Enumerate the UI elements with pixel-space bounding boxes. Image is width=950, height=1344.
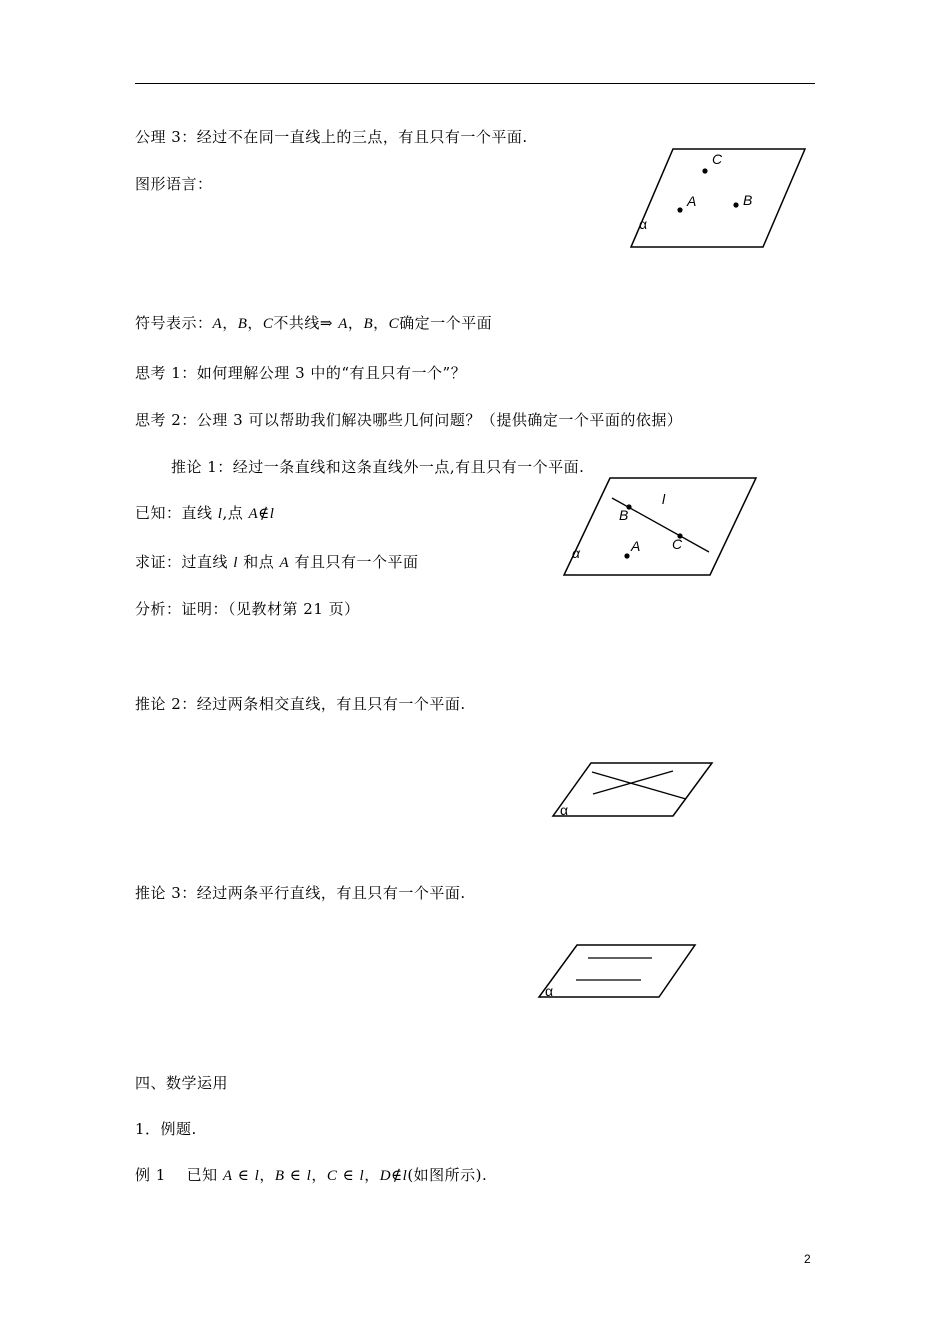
ex-sep-1: ， — [259, 1166, 275, 1184]
point-b-label: B — [619, 507, 629, 523]
point-c-label: B — [743, 192, 753, 208]
corollary1-prove — [135, 552, 418, 573]
axiom3-figure — [625, 145, 810, 251]
line-l-label: l — [662, 491, 666, 507]
ex-l-4: l — [402, 1168, 408, 1184]
symbol-sep-3: ， — [347, 314, 364, 332]
intersecting-line-2 — [593, 771, 673, 794]
ex-c: C — [326, 1168, 338, 1184]
ex-l-3: l — [359, 1168, 365, 1184]
symbol-suffix: 确定一个平面 — [399, 314, 493, 332]
point-b-dot — [702, 168, 707, 173]
think1: 思考 1：如何理解公理 3 中的“有且只有一个”？ — [135, 364, 467, 382]
item1-heading: 1．例题. — [135, 1120, 197, 1138]
ex-l-2: l — [306, 1168, 312, 1184]
known-l2: l — [269, 506, 275, 522]
symbol-sep-1: ， — [222, 314, 238, 332]
axiom3-title: 公理 3：经过不在同一直线上的三点，有且只有一个平面. — [135, 128, 528, 146]
known-rel: ∉ — [258, 504, 270, 522]
example1 — [135, 1165, 487, 1186]
ex-in-2: ∈ — [284, 1166, 307, 1184]
corollary2-title: 推论 2：经过两条相交直线，有且只有一个平面. — [135, 695, 466, 713]
plane-alpha-label: α — [545, 983, 554, 999]
corollary2-figure — [550, 760, 715, 820]
ex-notin: ∉ — [391, 1166, 403, 1184]
ex-l-1: l — [254, 1168, 260, 1184]
plane-alpha-label: α — [560, 802, 569, 818]
ex-sep-3: ， — [364, 1166, 380, 1184]
page-number: 2 — [804, 1252, 811, 1266]
point-a-label: A — [631, 538, 641, 554]
point-c-label: C — [672, 536, 683, 552]
prove-a: A — [279, 555, 290, 571]
ex-sep-2: ， — [311, 1166, 327, 1184]
plane-alpha-shape — [539, 945, 695, 997]
plane-alpha-shape — [564, 478, 756, 575]
prove-prefix: 求证：过直线 — [135, 553, 234, 571]
section4-heading: 四、数学运用 — [135, 1074, 229, 1092]
prove-suffix: 有且只有一个平面 — [289, 553, 419, 571]
ex-b: B — [274, 1168, 285, 1184]
ex-suffix: (如图所示). — [407, 1166, 488, 1184]
ex-d: D — [379, 1168, 392, 1184]
point-a-dot — [624, 553, 629, 558]
symbol-c2: C — [388, 316, 400, 332]
corollary1-figure — [560, 474, 760, 580]
ex-a: A — [222, 1168, 233, 1184]
symbol-sep-4: ， — [373, 314, 389, 332]
symbol-sep-2: ， — [247, 314, 263, 332]
corollary1-title: 推论 1：经过一条直线和这条直线外一点,有且只有一个平面. — [171, 458, 585, 476]
symbol-prefix: 符号表示： — [135, 314, 213, 332]
corollary1-known — [135, 503, 274, 524]
plane-alpha-label: α — [572, 545, 580, 561]
point-c-dot — [733, 202, 738, 207]
plane-alpha-shape — [553, 763, 712, 816]
known-l: l — [217, 506, 223, 522]
point-b-label: C — [712, 151, 723, 167]
corollary1-analysis: 分析：证明：（见教材第 21 页） — [135, 600, 360, 618]
example1-prefix: 例 1 已知 — [135, 1166, 223, 1184]
think2: 思考 2：公理 3 可以帮助我们解决哪些几何问题？（提供确定一个平面的依据） — [135, 411, 683, 429]
ex-in-1: ∈ — [232, 1166, 255, 1184]
symbol-c: C — [262, 316, 274, 332]
corollary3-figure — [535, 942, 700, 1000]
point-a-label: A — [687, 193, 697, 209]
prove-mid: 和点 — [237, 553, 280, 571]
symbol-a: A — [212, 316, 223, 332]
corollary3-title: 推论 3：经过两条平行直线，有且只有一个平面. — [135, 884, 466, 902]
known-prefix: 已知：直线 — [135, 504, 218, 522]
axiom3-symbol — [135, 313, 492, 334]
ex-in-3: ∈ — [337, 1166, 360, 1184]
symbol-b: B — [237, 316, 248, 332]
figure-language-label: 图形语言： — [135, 175, 213, 193]
intersecting-line-1 — [592, 772, 686, 799]
symbol-mid: 不共线⇒ — [273, 314, 339, 332]
plane-alpha-label: α — [639, 216, 648, 232]
known-a: A — [248, 506, 259, 522]
prove-l: l — [233, 555, 238, 571]
symbol-a2: A — [338, 316, 348, 332]
known-mid: ,点 — [222, 504, 249, 522]
point-a-dot — [677, 207, 682, 212]
symbol-b2: B — [363, 316, 374, 332]
header-rule — [135, 83, 815, 84]
